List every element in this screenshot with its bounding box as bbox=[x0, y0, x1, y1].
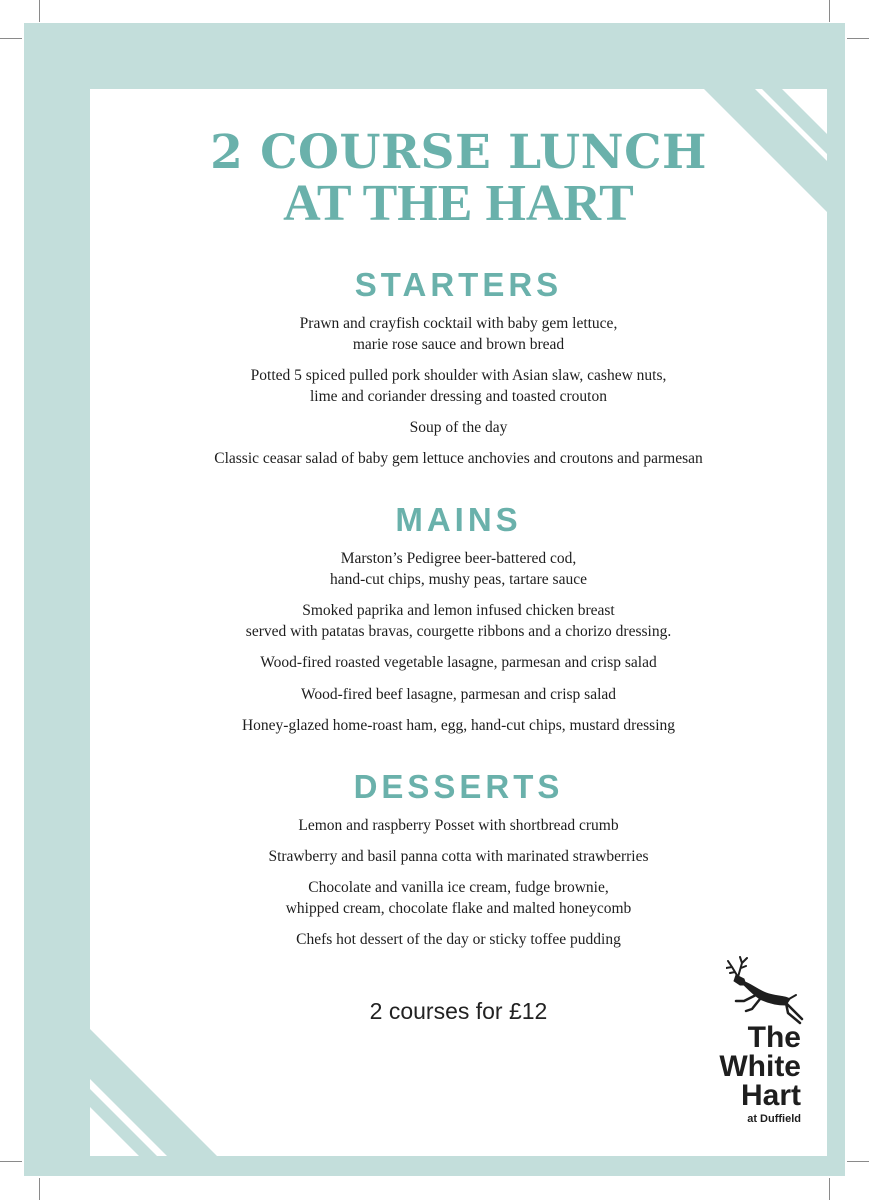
menu-item bbox=[130, 815, 787, 836]
menu-item-line: Chocolate and vanilla ice cream, fudge brownie, bbox=[308, 879, 609, 896]
menu-item bbox=[130, 417, 787, 438]
menu-item-line: Potted 5 spiced pulled pork shoulder with Asian slaw, cashew nuts, bbox=[250, 367, 667, 384]
menu-item-line: Chefs hot dessert of the day or sticky toffee pudding bbox=[296, 931, 621, 948]
menu-item bbox=[130, 548, 787, 590]
crop-mark bbox=[829, 1178, 830, 1200]
crop-mark bbox=[847, 38, 869, 39]
menu-item bbox=[130, 929, 787, 950]
menu-item bbox=[130, 448, 787, 469]
menu-item-line: Classic ceasar salad of baby gem lettuce anchovies and croutons and parmesan bbox=[214, 450, 703, 467]
menu-item bbox=[130, 652, 787, 673]
menu-item-line: Honey-glazed home-roast ham, egg, hand-cut chips, mustard dressing bbox=[241, 717, 676, 734]
crop-mark bbox=[0, 38, 22, 39]
section-heading-mains: MAINS bbox=[395, 501, 522, 538]
logo-wordmark bbox=[719, 1023, 801, 1126]
menu-item-line: Marston’s Pedigree beer-battered cod, bbox=[340, 550, 577, 567]
menu-item-line: Smoked paprika and lemon infused chicken breast bbox=[302, 602, 615, 619]
menu-item bbox=[130, 846, 787, 867]
section-heading-starters: STARTERS bbox=[354, 266, 563, 303]
logo-subline: at Duffield bbox=[747, 1113, 801, 1125]
menu-title-line1: 2 COURSE LUNCH bbox=[210, 125, 707, 180]
crop-mark bbox=[0, 1161, 22, 1162]
crop-mark bbox=[39, 1178, 40, 1200]
menu-item bbox=[130, 365, 787, 407]
menu-item-line: served with patatas bravas, courgette ribbons and a chorizo dressing. bbox=[245, 623, 672, 640]
menu-item bbox=[130, 684, 787, 705]
menu-item-line: Soup of the day bbox=[409, 419, 508, 436]
crop-mark bbox=[847, 1161, 869, 1162]
menu-item-line: whipped cream, chocolate flake and malted honeycomb bbox=[285, 900, 632, 917]
menu-item bbox=[130, 600, 787, 642]
menu-item-line: Wood-fired roasted vegetable lasagne, parmesan and crisp salad bbox=[260, 654, 657, 671]
logo-line: White bbox=[719, 1050, 801, 1083]
menu-item-line: marie rose sauce and brown bread bbox=[352, 336, 565, 353]
menu-item bbox=[130, 313, 787, 355]
crop-mark bbox=[39, 0, 40, 22]
menu-item-line: hand-cut chips, mushy peas, tartare sauce bbox=[330, 571, 587, 588]
menu-item-line: Wood-fired beef lasagne, parmesan and crisp salad bbox=[300, 686, 617, 703]
menu-item-line: Strawberry and basil panna cotta with marinated strawberries bbox=[268, 848, 649, 865]
menu-item bbox=[130, 715, 787, 736]
menu-item-line: Lemon and raspberry Posset with shortbread crumb bbox=[298, 817, 619, 834]
price-text: 2 courses for £12 bbox=[369, 998, 548, 1024]
menu-panel bbox=[90, 89, 827, 1156]
logo-line: The bbox=[747, 1021, 801, 1054]
menu-item-line: Prawn and crayfish cocktail with baby gem lettuce, bbox=[299, 315, 618, 332]
menu-frame bbox=[24, 23, 845, 1176]
logo-line: Hart bbox=[740, 1079, 801, 1112]
menu-item bbox=[130, 877, 787, 919]
menu-title-line2: AT THE HART bbox=[283, 175, 634, 232]
leaping-stag-icon bbox=[726, 955, 806, 1027]
menu-item-line: lime and coriander dressing and toasted crouton bbox=[310, 388, 607, 405]
section-heading-desserts: DESSERTS bbox=[353, 768, 564, 805]
crop-mark bbox=[829, 0, 830, 22]
